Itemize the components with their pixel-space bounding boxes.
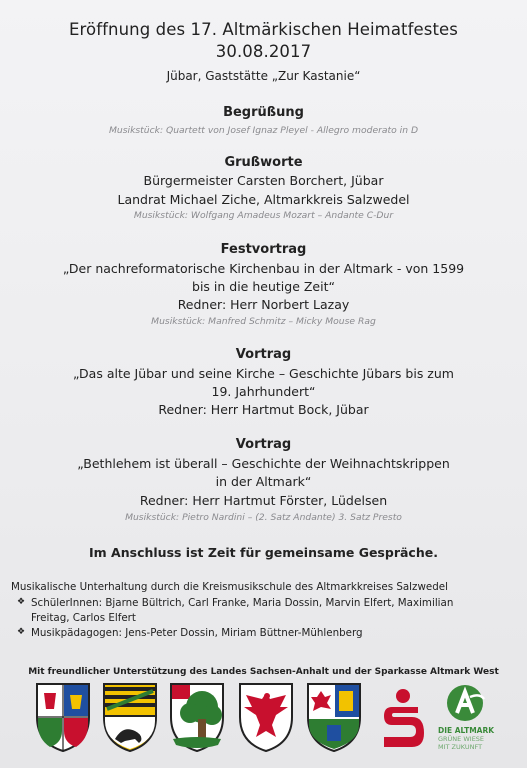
altmark-logo-icon bbox=[440, 683, 490, 723]
altmark-logo-line1: DIE ALTMARK bbox=[438, 726, 495, 735]
section-heading-vortrag-1: Vortrag bbox=[235, 347, 292, 362]
eagle-crest-icon bbox=[236, 681, 296, 753]
altmark-logo-line3: MIT ZUKUNFT bbox=[438, 743, 483, 751]
students-line-1: SchülerInnen: Bjarne Bültrich, Carl Franke, Maria Dossin, Marvin Elfert, Maximilian bbox=[31, 597, 454, 609]
music-piece-2: Musikstück: Wolfgang Amadeus Mozart – Andante C-Dur bbox=[133, 210, 394, 221]
event-title: Eröffnung des 17. Altmärkischen Heimatfestes bbox=[69, 20, 458, 39]
talk-title-line: „Das alte Jübar und seine Kirche – Geschichte Jübars bis zum bbox=[73, 366, 454, 381]
event-date: 30.08.2017 bbox=[215, 42, 312, 61]
speaker-line: Bürgermeister Carsten Borchert, Jübar bbox=[143, 173, 384, 188]
students-list-cont bbox=[31, 612, 136, 624]
sparkasse-logo-icon bbox=[378, 687, 428, 751]
tree-crest-icon bbox=[168, 681, 226, 753]
altmarkkreis-crest-icon bbox=[34, 681, 92, 753]
talk-title-line: bis in die heutige Zeit“ bbox=[192, 279, 335, 294]
section-heading-vortrag-2: Vortrag bbox=[235, 437, 292, 452]
music-piece-4: Musikstück: Pietro Nardini – (2. Satz Andante) 3. Satz Presto bbox=[125, 512, 402, 523]
students-line-2: Freitag, Carlos Elfert bbox=[31, 612, 136, 624]
music-piece-1: Musikstück: Quartett von Josef Ignaz Pleyel - Allegro moderato in D bbox=[108, 125, 419, 136]
students-list bbox=[17, 597, 454, 609]
speaker-line: Redner: Herr Hartmut Bock, Jübar bbox=[158, 402, 369, 417]
talk-title-line: „Der nachreformatorische Kirchenbau in der Altmark - von 1599 bbox=[62, 261, 465, 276]
talk-title-line: in der Altmark“ bbox=[215, 474, 312, 489]
music-piece-3: Musikstück: Manfred Schmitz – Micky Mouse Rag bbox=[151, 316, 376, 327]
section-heading-festvortrag: Festvortrag bbox=[220, 242, 307, 257]
event-venue: Jübar, Gaststätte „Zur Kastanie“ bbox=[166, 69, 361, 83]
district-crest-icon bbox=[305, 681, 363, 753]
music-school-intro: Musikalische Unterhaltung durch die Kreismusikschule des Altmarkkreises Salzwedel bbox=[11, 581, 448, 593]
teachers-line: Musikpädagogen: Jens-Peter Dossin, Miriam Büttner-Mühlenberg bbox=[31, 627, 363, 639]
speaker-line: Redner: Herr Hartmut Förster, Lüdelsen bbox=[139, 493, 388, 508]
sachsen-anhalt-crest-icon bbox=[101, 681, 159, 753]
diamond-bullet-icon: ❖ bbox=[17, 597, 26, 607]
speaker-line: Redner: Herr Norbert Lazay bbox=[177, 297, 350, 312]
section-heading-begruessung: Begrüßung bbox=[223, 105, 304, 120]
teachers-list bbox=[17, 627, 363, 639]
altmark-logo-line2: GRÜNE WIESE bbox=[438, 735, 485, 743]
talk-title-line: „Bethlehem ist überall – Geschichte der Weihnachtskrippen bbox=[77, 456, 450, 471]
talk-title-line: 19. Jahrhundert“ bbox=[211, 384, 316, 399]
closing-note: Im Anschluss ist Zeit für gemeinsame Gespräche. bbox=[89, 545, 438, 560]
section-heading-grussworte: Grußworte bbox=[224, 155, 303, 170]
diamond-bullet-icon: ❖ bbox=[17, 627, 26, 637]
speaker-line: Landrat Michael Ziche, Altmarkkreis Salzwedel bbox=[117, 192, 410, 207]
sponsor-logos bbox=[0, 681, 527, 756]
sponsor-note: Mit freundlicher Unterstützung des Landes Sachsen-Anhalt und der Sparkasse Altmark West bbox=[28, 667, 499, 677]
